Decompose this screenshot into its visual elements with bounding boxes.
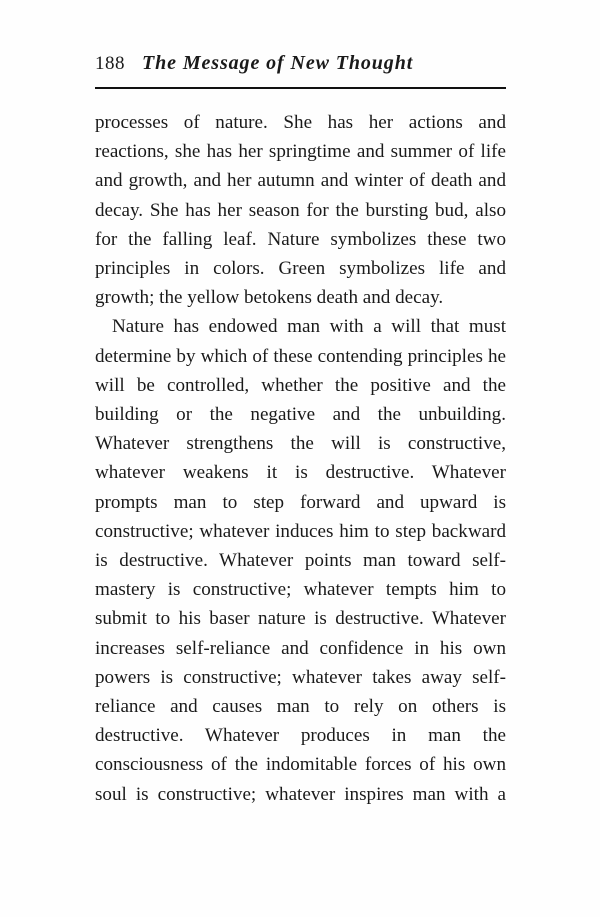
page-content [95,52,505,838]
page-number: 188 [95,53,125,74]
book-title: The Message of New Thought [142,52,414,74]
header-divider [95,87,506,89]
running-head [95,52,505,75]
paragraph: Nature has endowed man with a will that must determine by which of these contending principles he will be controlled, whether the positive and the building or the negative and the unbuilding. Whatever strengthens the will is constructive, whatever weakens it is destructive. Whatever prompts man to step forward and upward is constructive; whatever induces him to step backward is destructive. Whatever points man toward self-mastery is constructive; whatever tempts him to submit to his baser nature is destructive. Whatever increases self-reliance and confidence in his own powers is constructive; whatever takes away self-reliance and causes man to rely on others is destructive. Whatever produces in man the consciousness of the indomitable forces of his own soul is constructive; whatever inspires man with a [95,316,506,805]
body-text [95,108,506,838]
paragraph: processes of nature. She has her actions and reactions, she has her springtime and summer of life and growth, and her autumn and winter of death and decay. She has her season for the bursting bud, also for the falling leaf. Nature symbolizes these two principles in colors. Green symbolizes life and growth; the yellow betokens death and decay. [95,112,506,309]
